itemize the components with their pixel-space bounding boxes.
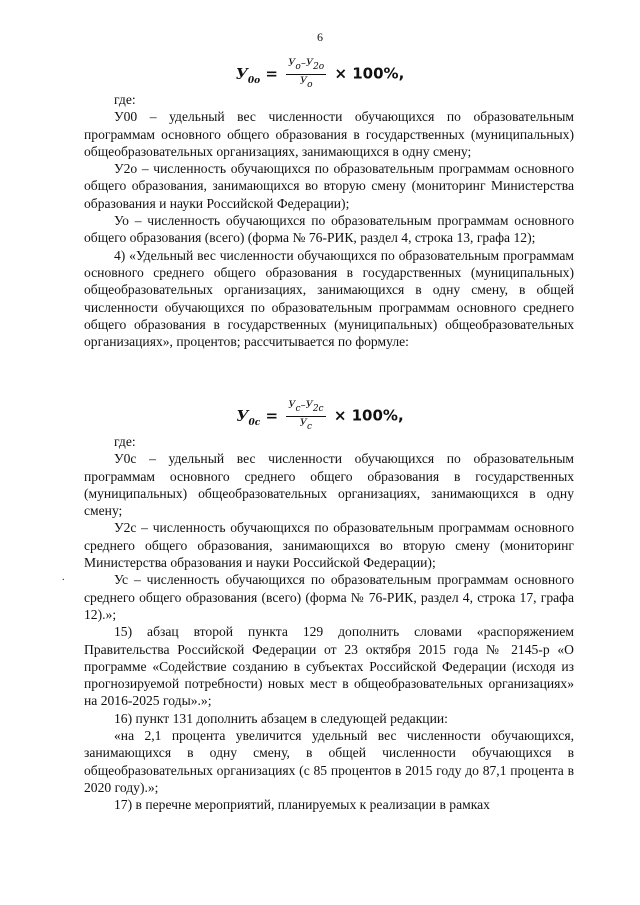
where-label: где: <box>114 92 136 107</box>
definition-paragraph: У2с – численность обучающихся по образовательным программам основного среднего общего образования, занимающихся во вторую смену (мониторинг Министерства образования и науки Российской Федерации); <box>84 520 574 571</box>
definition-paragraph: У2о – численность обучающихся по образовательным программам основного общего образования, занимающихся во вторую смену (мониторинг Министерства образования и науки Российской Федерации); <box>84 161 574 211</box>
formula-lhs: $У_{0с}$ <box>236 406 261 428</box>
formula-tail: × 100%, <box>333 406 404 425</box>
formula-share-basic: $У_{0о}$ = $\frac{У_о-У_{2о}}{У_о}$ × 100%, <box>235 58 405 90</box>
definition-paragraph: Ус – численность обучающихся по образовательным программам основного среднего общего образования (всего) (форма № 76-РИК, раздел 4, строка 17, графа 12).»; <box>84 572 574 622</box>
formula-denominator: $У_с$ <box>299 418 313 432</box>
where-label: где: <box>114 434 136 449</box>
amendment-paragraph: 17) в перечне мероприятий, планируемых к реализации в рамках <box>114 797 490 813</box>
formula-fraction <box>286 58 326 91</box>
indicator-paragraph: 4) «Удельный вес численности обучающихся по образовательным программам основного среднего общего образования в государственных (муниципальных) общеобразовательных организациях, занимающихся в одну смену, в общей численности обучающихся по образовательным программам основного среднего общего образования в государственных (муниципальных) общеобразовательных организациях», процентов; рассчитывается по формуле: <box>84 247 574 350</box>
formula-numerator: $У_с-У_{2с}$ <box>286 400 325 417</box>
amendment-paragraph: 16) пункт 131 дополнить абзацем в следующей редакции: <box>114 710 448 726</box>
formula-numerator: $У_о-У_{2о}$ <box>286 58 326 75</box>
margin-mark: . <box>62 572 65 583</box>
amendment-paragraph: 15) абзац второй пункта 129 дополнить словами «распоряжением Правительства Российской Федерации от 23 октября 2015 года № 2145-р «О программе «Содействие созданию в субъектах Российской Федерации (исходя из прогнозируемой потребности) новых мест в общеобразовательных организациях» на 2016-2025 годы».»; <box>84 624 574 709</box>
definition-paragraph: У0с – удельный вес численности обучающихся по образовательным программам основного среднего общего образования в государственных (муниципальных) общеобразовательных организациях, занимающихся в одну смену; <box>84 451 574 519</box>
definition-paragraph: Уо – численность обучающихся по образовательным программам основного общего образования (всего) (форма № 76-РИК, раздел 4, строка 13, графа 12); <box>84 213 574 246</box>
text-block-1 <box>84 91 574 350</box>
formula-denominator: $У_о$ <box>299 76 313 90</box>
page-number: 6 <box>317 30 323 44</box>
formula-share-secondary: $У_{0с}$ = $\frac{У_с-У_{2с}}{У_с}$ × 100%, <box>236 400 404 432</box>
formula-lhs: $У_{0о}$ <box>235 64 261 86</box>
text-block-2 <box>84 433 574 814</box>
formula-fraction <box>286 400 325 433</box>
formula-tail: × 100%, <box>334 64 405 83</box>
definition-paragraph: У00 – удельный вес численности обучающихся по образовательным программам основного общего образования в государственных (муниципальных) общеобразовательных организациях, занимающихся в одну смену; <box>84 109 574 159</box>
amendment-paragraph: «на 2,1 процента увеличится удельный вес численности обучающихся, занимающихся в одну смену, в общей численности обучающихся в общеобразовательных организациях (с 85 процентов в 2015 году до 87,1 процента в 2020 году).»; <box>84 728 574 795</box>
